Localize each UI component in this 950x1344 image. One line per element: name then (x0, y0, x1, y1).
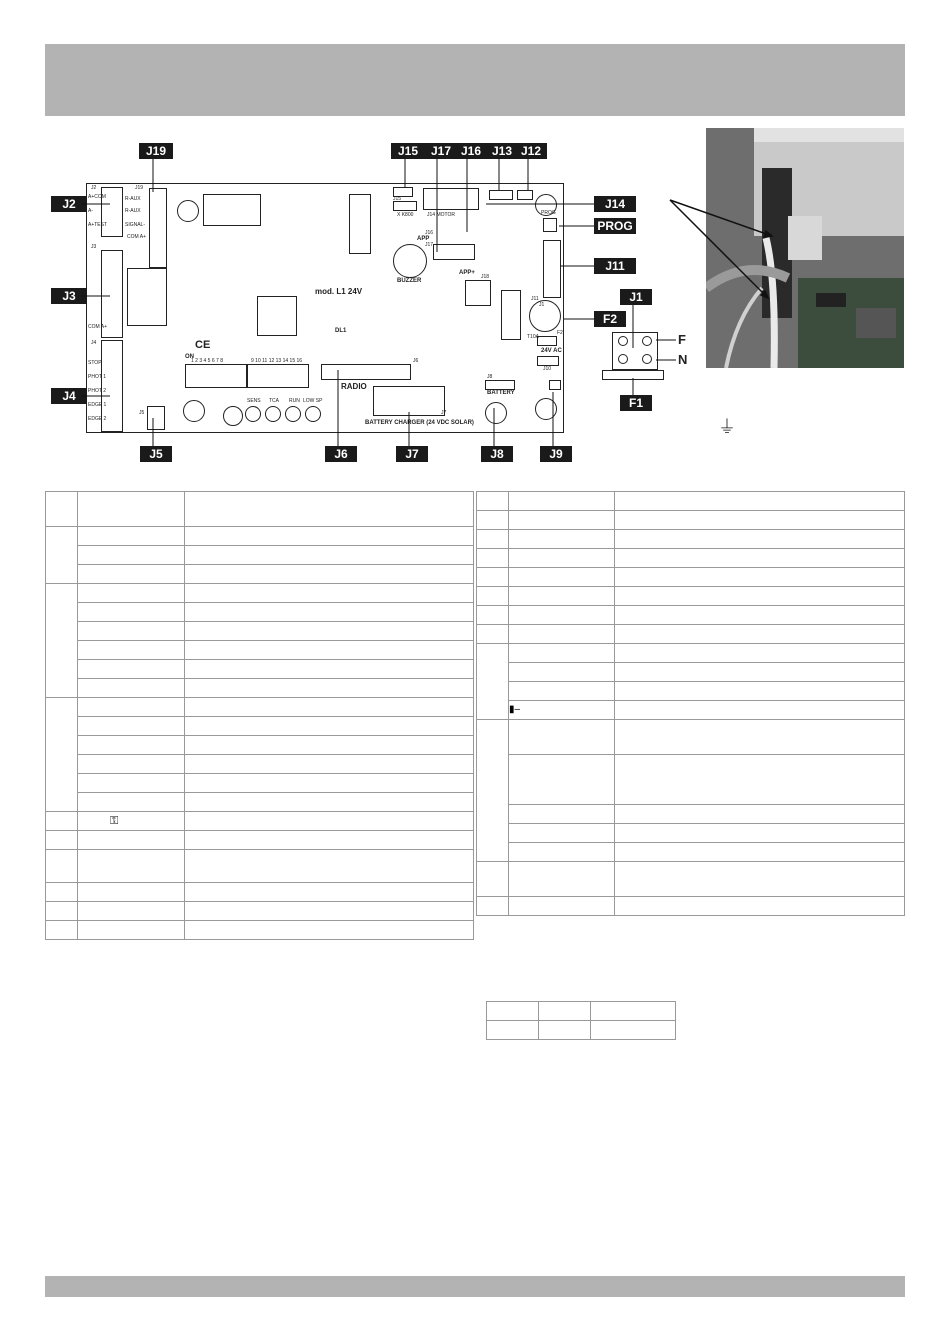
callout-j19: J19 (139, 143, 173, 159)
fuse-label: T10A (527, 334, 539, 340)
small-j19: J19 (135, 185, 144, 191)
callout-j1: J1 (620, 289, 652, 305)
pot-sens-label: SENS (247, 398, 261, 404)
j19-label-1: R-AUX (125, 196, 141, 202)
app-minus-label: APP (417, 236, 430, 242)
left-connection-table (45, 491, 474, 940)
pot-tca-label: TCA (269, 398, 279, 404)
small-j11: J11 (531, 296, 539, 302)
left-label-7: PHOT 2 (88, 388, 106, 394)
callout-j5: J5 (140, 446, 172, 462)
phase-f-label: F (678, 332, 686, 347)
small-j16: J16 (425, 230, 434, 236)
left-label-3: A+TEST (88, 222, 108, 228)
small-j10: J10 (543, 366, 552, 372)
callout-j4: J4 (51, 388, 87, 404)
j19-label-2: R-AUX (125, 208, 141, 214)
callout-f2: F2 (594, 311, 626, 327)
on-label: ON (185, 354, 194, 360)
battery-label: BATTERY (487, 390, 515, 396)
callout-prog: PROG (594, 218, 636, 234)
small-j2: J2 (91, 185, 97, 191)
key-icon-cell: ⚿ (78, 812, 185, 831)
j19-label-4: COM A+ (127, 234, 147, 240)
callout-j17: J17 (425, 143, 457, 159)
callout-j11: J11 (594, 258, 636, 274)
callout-j2: J2 (51, 196, 87, 212)
j19-label-3: SIGNAL- (125, 222, 146, 228)
x-k800-label: X K800 (397, 212, 414, 218)
callout-j8: J8 (481, 446, 513, 462)
callout-j9: J9 (540, 446, 572, 462)
ac-24v-label: 24V AC (541, 348, 562, 354)
right-connection-table (476, 491, 905, 916)
ce-mark: CE (195, 339, 211, 351)
ground-icon: ⏚ (718, 417, 736, 438)
left-label-2: A- (88, 208, 93, 214)
motor-label: J14 MOTOR (427, 212, 455, 218)
callout-j7: J7 (396, 446, 428, 462)
left-label-4: COM A+ (88, 324, 108, 330)
prog-label: PROG (541, 210, 556, 216)
pot-low-sp-label: LOW SP (303, 398, 323, 404)
small-j3: J3 (91, 244, 97, 250)
callout-j14: J14 (594, 196, 636, 212)
small-table (486, 1001, 676, 1040)
neutral-n-label: N (678, 352, 688, 367)
battery-charger-label: BATTERY CHARGER (24 VDC SOLAR) (365, 420, 474, 426)
dip-numbers-1: 1 2 3 4 5 6 7 8 (191, 358, 223, 364)
callout-j6: J6 (325, 446, 357, 462)
dip-numbers-2: 9 10 11 12 13 14 15 16 (251, 358, 303, 364)
small-j8: J8 (487, 374, 493, 380)
radio-label: RADIO (341, 382, 367, 391)
footer-band (45, 1276, 905, 1297)
pot-run-label: RUN (289, 398, 300, 404)
buzzer-label: BUZZER (397, 278, 422, 284)
left-label-1: A+COM (88, 194, 106, 200)
small-j5: J5 (139, 410, 145, 416)
small-j1: J1 (539, 302, 545, 308)
callout-j12: J12 (515, 143, 547, 159)
dl1-label: DL1 (335, 328, 347, 334)
left-label-5: STOP (88, 360, 102, 366)
battery-icon-cell: ▮– (509, 701, 615, 720)
callout-j15: J15 (391, 143, 425, 159)
small-j6: J6 (413, 358, 419, 364)
small-j7: J7 (441, 410, 447, 416)
callout-j13: J13 (486, 143, 518, 159)
callout-f1: F1 (620, 395, 652, 411)
small-j18: J18 (481, 274, 490, 280)
photo-arrows (660, 190, 790, 320)
small-j15: J15 (393, 196, 402, 202)
model-label: mod. L1 24V (315, 287, 363, 296)
left-label-9: EDGE 2 (88, 416, 107, 422)
callout-j3: J3 (51, 288, 87, 304)
small-j4: J4 (91, 340, 97, 346)
callout-j16: J16 (455, 143, 487, 159)
left-label-6: PHOT 1 (88, 374, 106, 380)
small-f2: F2 (557, 330, 563, 336)
left-label-8: EDGE 1 (88, 402, 107, 408)
app-plus-label: APP+ (459, 270, 475, 276)
small-j17: J17 (425, 242, 434, 248)
